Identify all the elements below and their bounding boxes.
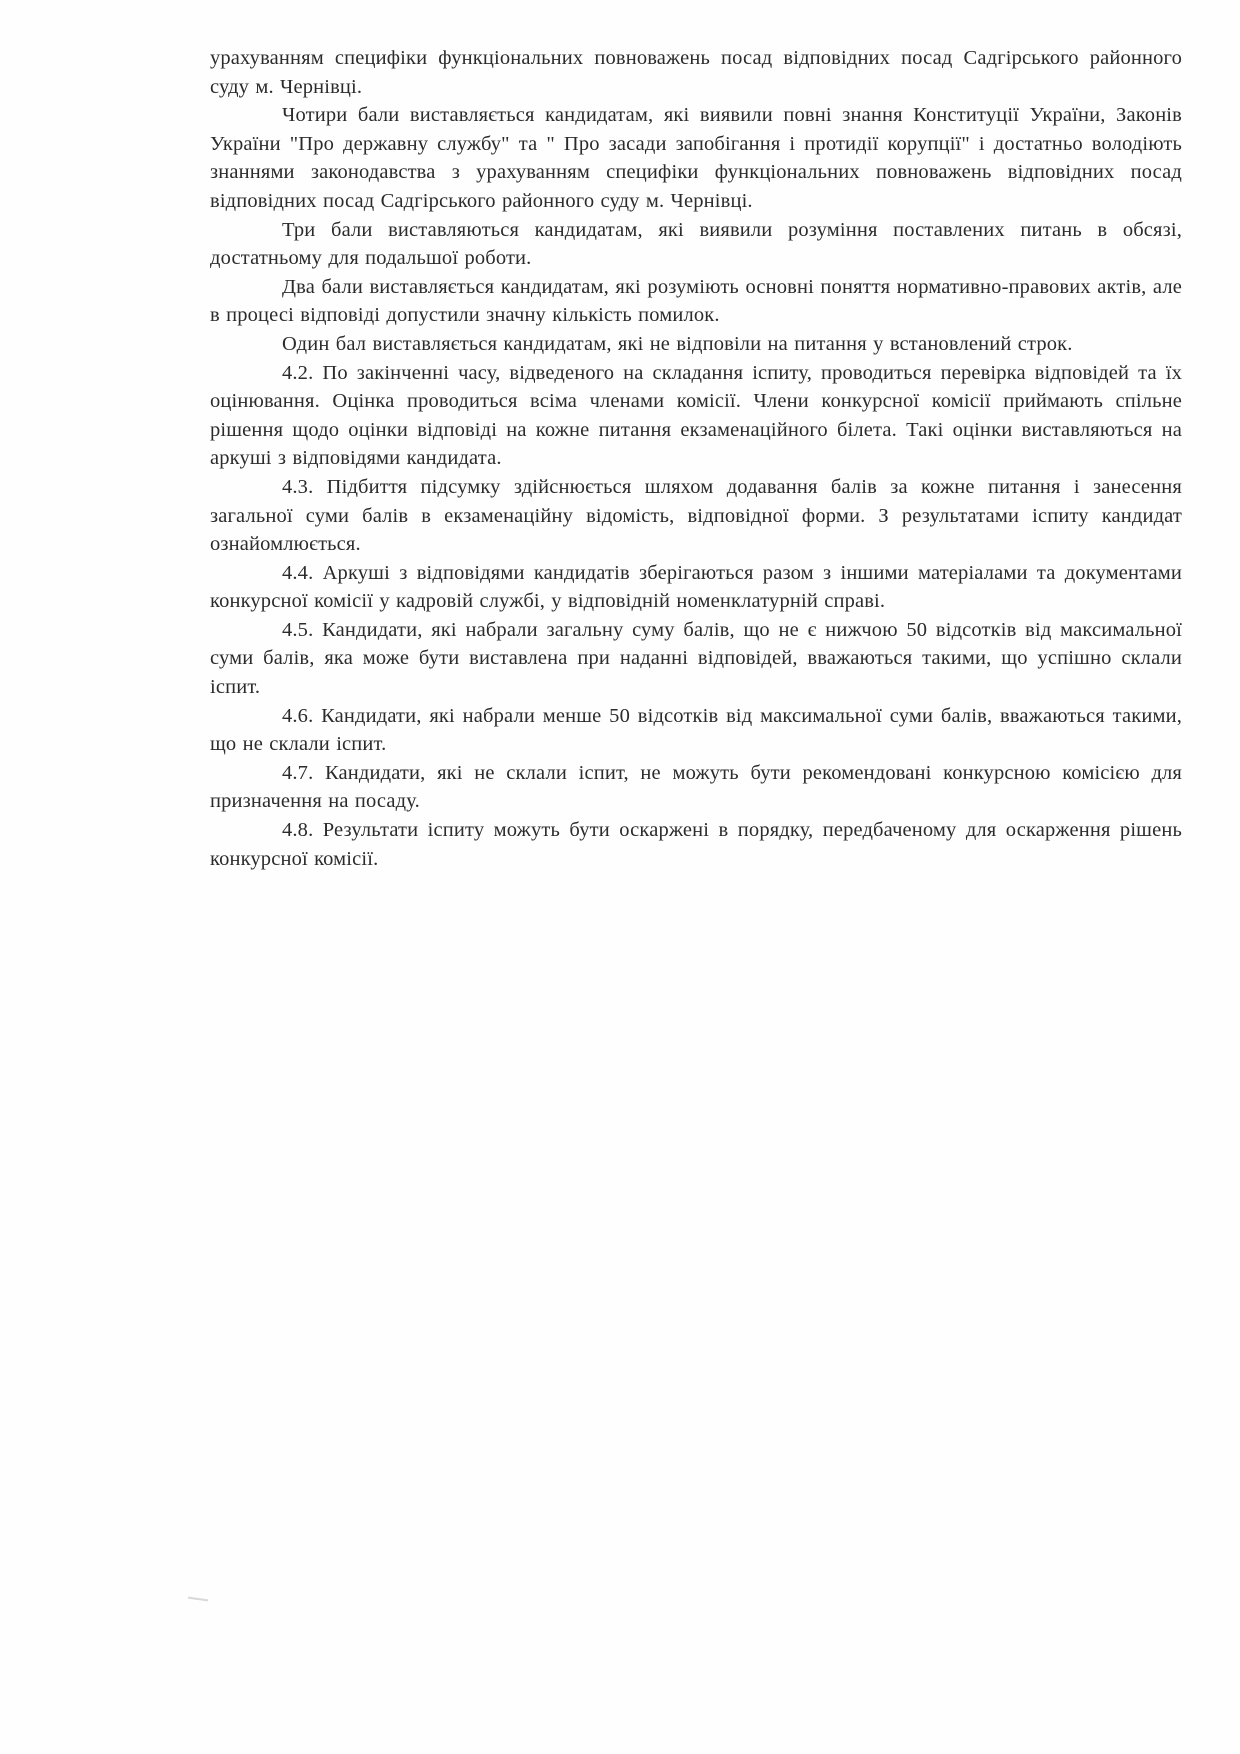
paragraph-4-4: 4.4. Аркуші з відповідями кандидатів зберігаються разом з іншими матеріалами та документами конкурсної комісії у кадровій службі, у відповідній номенклатурній справі.: [210, 561, 1182, 613]
paragraph-4-7: 4.7. Кандидати, які не склали іспит, не можуть бути рекомендовані конкурсною комісією для призначення на посаду.: [210, 761, 1182, 813]
paragraph-four-points: Чотири бали виставляється кандидатам, які виявили повні знання Конституції України, Законів України "Про державну службу" та " Про засади запобігання і протидії корупції" і достатньо володіють знаннями законодавства з урахуванням специфіки функціональних повноважень відповідних посад відповідних посад Садгірського районного суду м. Чернівці.: [210, 104, 1182, 212]
scan-artifact: [188, 1597, 208, 1602]
paragraph-4-8: 4.8. Результати іспиту можуть бути оскаржені в порядку, передбаченому для оскарження рішень конкурсної комісії.: [210, 819, 1182, 870]
paragraph-4-5: 4.5. Кандидати, які набрали загальну суму балів, що не є нижчою 50 відсотків від максимальної суми балів, яка може бути виставлена при наданні відповідей, вважаються такими, що успішно склали іспит.: [210, 618, 1182, 699]
paragraph-4-2: 4.2. По закінченні часу, відведеного на складання іспиту, проводиться перевірка відповідей та їх оцінювання. Оцінка проводиться всіма членами комісії. Члени конкурсної комісії приймають спільне рішення щодо оцінки відповіді на кожне питання екзаменаційного білета. Такі оцінки виставляються на аркуші з відповідями кандидата.: [210, 361, 1182, 470]
paragraph-one-point: Один бал виставляється кандидатам, які не відповіли на питання у встановлений строк.: [282, 332, 1073, 355]
paragraph-4-6: 4.6. Кандидати, які набрали менше 50 відсотків від максимальної суми балів, вважаються такими, що не склали іспит.: [210, 704, 1182, 756]
paragraph-two-points: Два бали виставляється кандидатам, які розуміють основні поняття нормативно-правових актів, але в процесі відповіді допустили значну кількість помилок.: [210, 275, 1182, 327]
paragraph-4-3: 4.3. Підбиття підсумку здійснюється шляхом додавання балів за кожне питання і занесення загальної суми балів в екзаменаційну відомість, відповідної форми. З результатами іспиту кандидат ознайомлюється.: [210, 475, 1182, 556]
document-body: [210, 44, 1182, 873]
paragraph-continuation: урахуванням специфіки функціональних повноважень посад відповідних посад Садгірського районного суду м. Чернівці.: [210, 47, 1182, 98]
paragraph-three-points: Три бали виставляються кандидатам, які виявили розуміння поставлених питань в обсязі, достатньому для подальшої роботи.: [210, 218, 1182, 270]
